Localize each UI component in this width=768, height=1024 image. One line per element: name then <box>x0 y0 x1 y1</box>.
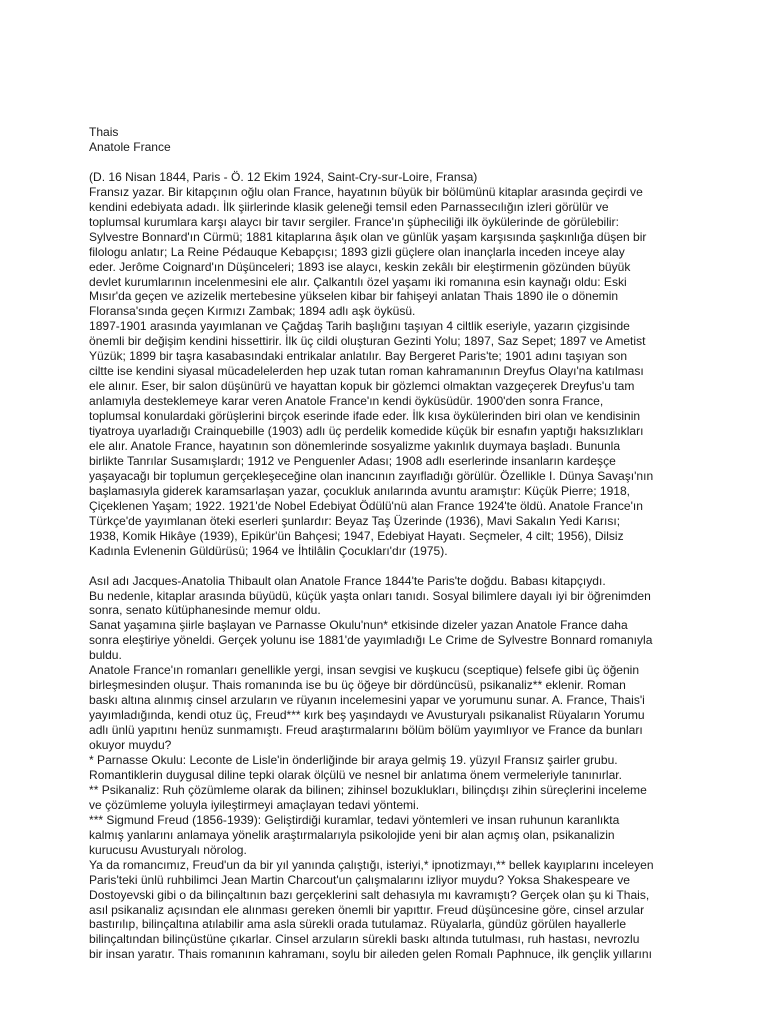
text-line: Türkçe'de yayımlanan öteki eserleri şunlardır: Beyaz Taş Üzerinde (1936), Mavi Sakalın Yedi Karısı; <box>89 513 621 528</box>
text-line: toplumsal kurumlara karşı alaycı bir tavır sergiler. France'ın şüpheciliği ilk öykülerinde de görülebilir: <box>89 214 619 229</box>
text-line: yaşayacağı bir toplumun gerçekleşeceğine olan inancının zayıfladığı görülür. Özellikle I. Dünya Savaşı'nın <box>89 468 654 483</box>
text-line: filologu anlatır; La Reine Pédauque Kebapçısı; 1893 gizli güçlere olan inançlarla inceden inceye alay <box>89 244 625 259</box>
text-line: bir insan yaratır. Thais romanının kahramanı, soylu bir aileden gelen Romalı Paphnuce, ilk gençlik yıllarını <box>89 947 652 962</box>
paragraph-break <box>89 559 689 574</box>
document-title: Thais <box>89 125 119 139</box>
text-line: devlet kurumlarının incelenmesini ele alır. Çalkantılı özel yaşamı iki romanına esin kaynağı oldu: Eski <box>89 274 627 289</box>
text-line: bilinçaltından bilinçüstüne çıkarlar. Cinsel arzuların sürekli baskı altında tutulması, ruh hastası, nevrozlu <box>89 932 640 947</box>
text-line: Bu nedenle, kitaplar arasında büyüdü, küçük yaşta onları tanıdı. Sosyal bilimlere dayalı iyi bir öğrenimden <box>89 588 651 603</box>
text-line: Çiçeklenen Yaşam; 1922. 1921'de Nobel Edebiyat Ödülü'nü alan France 1924'te öldü. Anatole France'ın <box>89 498 643 513</box>
text-line: buldu. <box>89 648 122 663</box>
text-line: ** Psikanaliz: Ruh çözümleme olarak da bilinen; zihinsel bozuklukları, bilinçdışı zihin süreçlerini inceleme <box>89 782 647 797</box>
text-line: okuyor muydu? <box>89 738 172 753</box>
text-line: kurucusu Avusturyalı nörolog. <box>89 842 247 857</box>
text-line: Ya da romancımız, Freud'un da bir yıl yanında çalıştığı, isteriyi,* ipnotizmayı,** bellek kayıplarını inceleyen <box>89 857 654 872</box>
text-line: ele alınır. Eser, bir salon düşünürü ve hayattan kopuk bir gözlemci olmaktan vazgeçerek Dreyfus'u tam <box>89 379 635 394</box>
text-line: sonra eleştiriye yöneldi. Gerçek yolunu ise 1881'de yayımladığı Le Crime de Sylvestre Bonnard romanıyla <box>89 633 653 648</box>
text-line: adlı ünlü yapıtını henüz sunmamıştı. Freud araştırmalarını bölüm bölüm yayımlıyor ve France da bunları <box>89 723 643 738</box>
text-line: başlamasıyla giderek karamsarlaşan yazar, çocukluk anılarında avuntu aramıştır: Küçük Pierre; 1918, <box>89 483 631 498</box>
text-line: Dostoyevski gibi o da bilinçaltının bazı gerçeklerini salt dehasıyla mı kavramıştı? Gerçek olan şu ki Thais, <box>89 887 650 902</box>
text-line: kalmış yanlarını anlamaya yönelik araştırmalarıyla psikolojide yeni bir alan açmış olan, psikanalizin <box>89 827 615 842</box>
text-line: yayımladığında, kendi otuz üç, Freud*** kırk beş yaşındaydı ve Avusturyalı psikanalist Rüyaların Yorumu <box>89 708 645 723</box>
text-line: Fransız yazar. Bir kitapçının oğlu olan France, hayatının büyük bir bölümünü kitaplar arasında geçirdi ve <box>89 184 643 199</box>
text-line: (D. 16 Nisan 1844, Paris - Ö. 12 Ekim 1924, Saint-Cry-sur-Loire, Fransa) <box>89 169 478 184</box>
text-line: 1897-1901 arasında yayımlanan ve Çağdaş Tarih başlığını taşıyan 4 ciltlik eseriyle, yazarın çizgisinde <box>89 319 630 334</box>
document-page <box>89 125 689 962</box>
text-line: tiyatroya uyarladığı Crainquebille (1903) adlı üç perdelik komedide küçük bir esnafın yaptığı haksızlıkları <box>89 424 644 439</box>
text-line: toplumsal konulardaki görüşlerini birçok eserinde ifade eder. İlk kısa öykülerinden biri olan ve kendisinin <box>89 409 641 424</box>
text-line: Yüzük; 1899 bir taşra kasabasındaki entrikalar anlatılır. Bay Bergeret Paris'te; 1901 adını taşıyan son <box>89 349 628 364</box>
text-line: Asıl adı Jacques-Anatolia Thibault olan Anatole France 1844'te Paris'te doğdu. Babası kitapçıydı. <box>89 573 606 588</box>
text-line: önemli bir değişim kendini hissettirir. İlk üç cildi oluşturan Gezinti Yolu; 1897, Saz Sepet; 1897 ve Ametist <box>89 334 646 349</box>
text-line: eder. Jerôme Coignard'ın Düşünceleri; 1893 ise alaycı, keskin zekâlı bir eleştirmenin gözünden büyük <box>89 259 631 274</box>
text-line: Floransa'sında geçen Kırmızı Zambak; 1894 adlı aşk öyküsü. <box>89 304 416 319</box>
text-line: * Parnasse Okulu: Leconte de Lisle'in önderliğinde bir araya gelmiş 19. yüzyıl Fransız şairler grubu. <box>89 753 618 767</box>
text-line: 1938, Komik Hikâye (1939), Epikür'ün Bahçesi; 1947, Edebiyat Hayatı. Seçmeler, 4 cilt; 1956), Dilsiz <box>89 528 624 543</box>
text-line: *** Sigmund Freud (1856-1939): Geliştirdiği kuramlar, tedavi yöntemleri ve insan ruhunun karanlıkta <box>89 812 620 827</box>
text-line: baskı altına alınmış cinsel arzuların ve rüyanın incelemesini yapar ve yorumunu sunar. A. France, Thais'i <box>89 693 645 708</box>
text-line: birlikte Tanrılar Susamışlardı; 1912 ve Penguenler Adası; 1908 adlı eserlerinde insanların kardeşçe <box>89 453 616 468</box>
document-author: Anatole France <box>89 139 171 154</box>
text-line: bastırılıp, bilinçaltına atılabilir ama asla sürekli orada tutulamaz. Rüyalarla, gündüz görülen hayallerle <box>89 917 627 932</box>
text-line: Paris'teki ünlü ruhbilimci Jean Martin Charcout'un çalışmalarını izliyor muydu? Yoksa Shakespeare ve <box>89 872 630 887</box>
spacer <box>89 155 689 170</box>
text-line: Sanat yaşamına şiirle başlayan ve Parnasse Okulu'nun* etkisinde dizeler yazan Anatole France daha <box>89 618 628 633</box>
document-body <box>89 170 689 963</box>
text-line: kendini edebiyata adadı. İlk şiirlerinde klasik geleneği temsil eden Parnassecılığın izleri görülür ve <box>89 199 609 214</box>
text-line: asıl psikanaliz açısından ele alınması gereken önemli bir yapıttır. Freud düşüncesine göre, cinsel arzular <box>89 902 645 917</box>
text-line: ciltte ise kendini siyasal mücadelelerden hep uzak tutan roman kahramanının Dreyfus Olayı'na katılması <box>89 364 644 379</box>
text-line: Sylvestre Bonnard'ın Cürmü; 1881 kitaplarına âşık olan ve günlük yaşam karşısında şaşkınlığa düşen bir <box>89 229 647 244</box>
text-line: Mısır'da geçen ve azizelik mertebesine yükselen kibar bir fahişeyi anlatan Thais 1890 ile o dönemin <box>89 289 619 304</box>
text-line: birleşmesinden oluşur. Thais romanında ise bu üç öğeye bir dördüncüsü, psikanaliz** eklenir. Roman <box>89 678 626 693</box>
text-line: Anatole France'ın romanları genellikle yergi, insan sevgisi ve kuşkucu (sceptique) felsefe gibi üç öğenin <box>89 663 640 678</box>
text-line: anlamıyla desteklemeye karar veren Anatole France'ın kendi öyküsüdür. 1900'den sonra France, <box>89 394 604 409</box>
text-line: ele alır. Anatole France, hayatının son dönemlerinde sosyalizme yakınlık duymaya başladı. Bununla <box>89 439 621 453</box>
text-line: sonra, senato kütüphanesinde memur oldu. <box>89 603 321 618</box>
text-line: Romantiklerin duygusal diline tepki olarak ölçülü ve nesnel bir anlatıma önem vermeleriyle tanınırlar. <box>89 767 623 782</box>
text-line: Kadınla Evlenenin Güldürüsü; 1964 ve İhtilâlin Çocukları'dır (1975). <box>89 543 448 558</box>
text-line: ve çözümleme yoluyla iyileştirmeyi amaçlayan tedavi yöntemi. <box>89 797 420 812</box>
